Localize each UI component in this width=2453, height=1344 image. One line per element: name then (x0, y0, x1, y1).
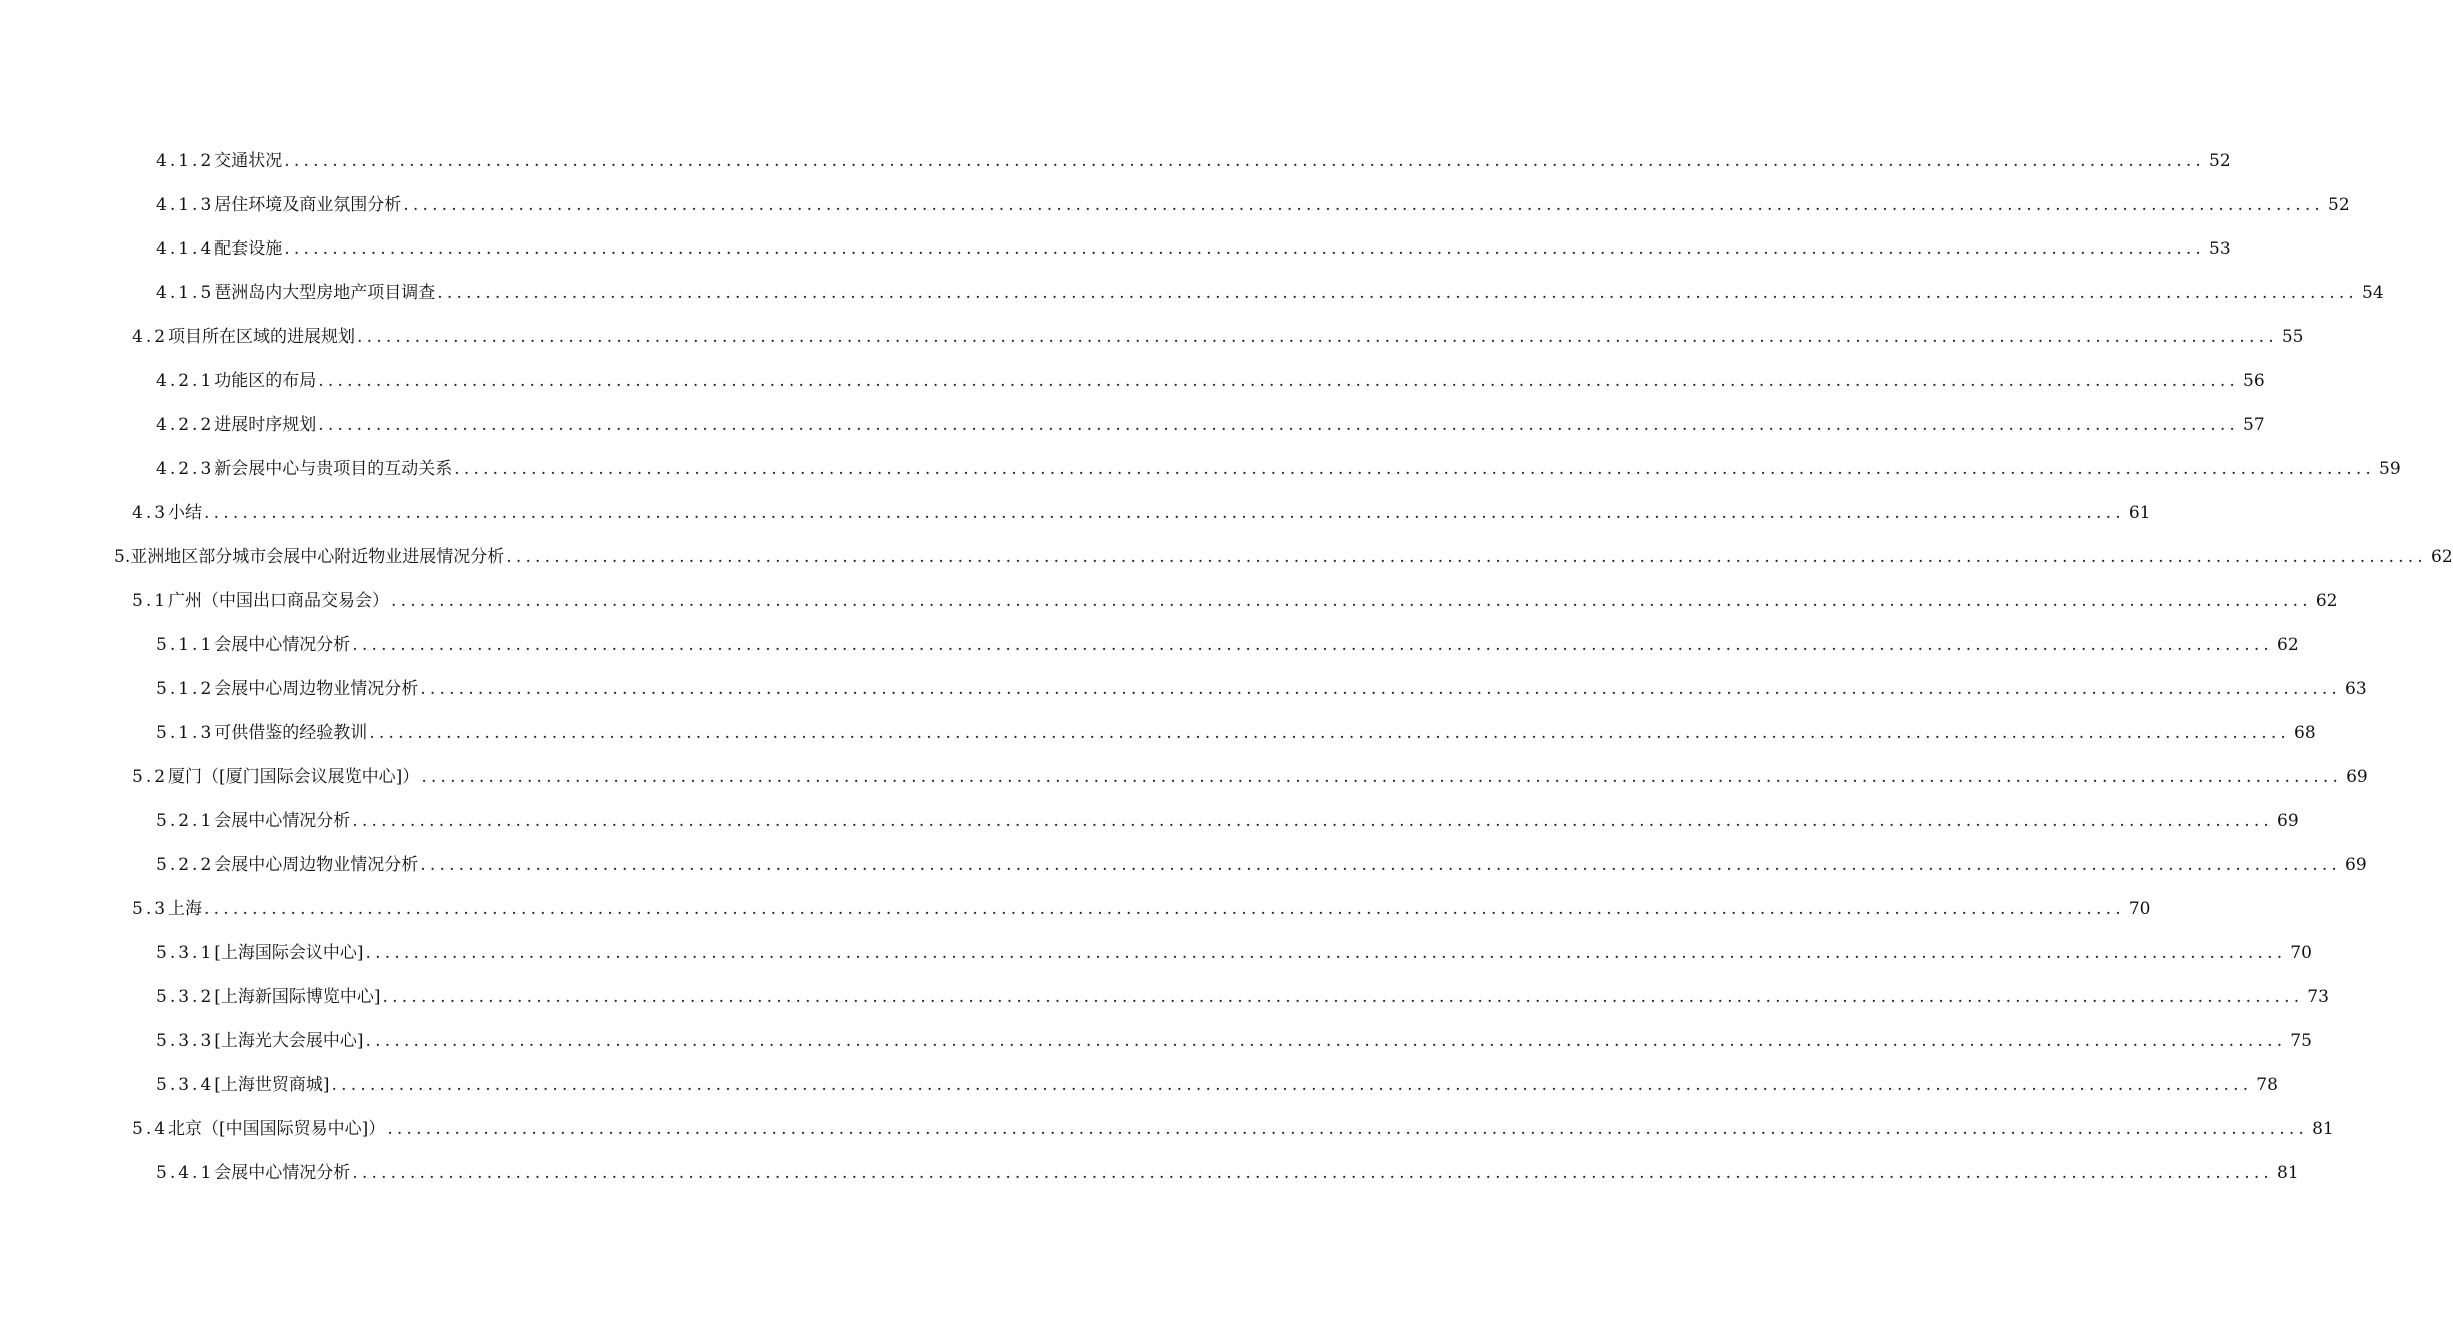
toc-entry-number: 5.2 (132, 767, 169, 787)
toc-entry-page-number: 52 (2209, 151, 2231, 171)
toc-dot-leader: ........................................................................................................................................................................................................ (204, 503, 2125, 523)
toc-entry-number: 4.2.2 (156, 415, 215, 435)
toc-entry-number: 5.3.3 (156, 1031, 215, 1051)
toc-entry-page-number: 56 (2243, 371, 2265, 391)
toc-entry-title: 可供借鉴的经验教训 (214, 723, 368, 743)
toc-entry-title: [上海国际会议中心] (214, 943, 364, 963)
toc-entry-number: 5.3.2 (156, 987, 215, 1007)
toc-entry-title: 会展中心情况分析 (214, 635, 351, 655)
toc-entry[interactable] (156, 406, 2265, 436)
toc-entry-number: 4.3 (132, 503, 169, 523)
toc-entry[interactable] (156, 934, 2312, 964)
toc-entry-number: 5.4 (132, 1119, 169, 1139)
toc-entry-number: 5.1.3 (156, 723, 215, 743)
toc-dot-leader: ........................................................................................................................................................................................................ (284, 239, 2206, 259)
toc-dot-leader: ........................................................................................................................................................................................................ (403, 195, 2325, 215)
toc-entry-page-number: 70 (2128, 899, 2151, 919)
toc-entry-number: 4.2.1 (156, 371, 215, 391)
toc-dot-leader: ........................................................................................................................................................................................................ (454, 459, 2376, 479)
toc-dot-leader: ........................................................................................................................................................................................................ (437, 283, 2359, 303)
toc-dot-leader: ........................................................................................................................................................................................................ (420, 855, 2342, 875)
toc-entry-title: 项目所在区域的进展规划 (168, 327, 356, 347)
toc-entry-title: 居住环境及商业氛围分析 (214, 195, 402, 215)
toc-entry-title: 功能区的布局 (214, 371, 317, 391)
toc-dot-leader: ........................................................................................................................................................................................................ (318, 415, 2240, 435)
toc-entry-page-number: 59 (2379, 459, 2401, 479)
toc-dot-leader: ........................................................................................................................................................................................................ (204, 899, 2125, 919)
toc-dot-leader: ........................................................................................................................................................................................................ (391, 591, 2312, 611)
toc-entry-page-number: 53 (2209, 239, 2231, 259)
toc-dot-leader: ........................................................................................................................................................................................................ (352, 811, 2274, 831)
toc-entry-number: 5.2.1 (156, 811, 215, 831)
toc-dot-leader: ........................................................................................................................................................................................................ (318, 371, 2240, 391)
toc-entry-number: 5.3.4 (156, 1075, 215, 1095)
toc-entry[interactable] (132, 1110, 2334, 1140)
toc-entry-page-number: 52 (2328, 195, 2350, 215)
toc-dot-leader: ........................................................................................................................................................................................................ (365, 1031, 2287, 1051)
toc-entry-number: 5.3 (132, 899, 169, 919)
toc-entry-title: 琶洲岛内大型房地产项目调查 (214, 283, 436, 303)
toc-entry-title: 会展中心周边物业情况分析 (214, 679, 419, 699)
toc-entry-title: 新会展中心与贵项目的互动关系 (214, 459, 453, 479)
toc-entry-page-number: 61 (2128, 503, 2151, 523)
toc-entry-number: 5.1 (132, 591, 169, 611)
toc-entry-page-number: 62 (2431, 547, 2453, 567)
toc-dot-leader: ........................................................................................................................................................................................................ (284, 151, 2206, 171)
toc-entry-title: 交通状况 (214, 151, 283, 171)
toc-entry[interactable] (156, 626, 2299, 656)
toc-entry-title: [上海新国际博览中心] (214, 987, 381, 1007)
toc-entry-number: 5. (114, 547, 131, 567)
toc-entry-page-number: 55 (2281, 327, 2304, 347)
toc-entry[interactable] (132, 494, 2151, 524)
toc-entry[interactable] (132, 890, 2151, 920)
toc-dot-leader: ........................................................................................................................................................................................................ (331, 1075, 2253, 1095)
toc-entry-title: [上海世贸商城] (214, 1075, 330, 1095)
toc-entry-title: 会展中心情况分析 (214, 1163, 351, 1183)
toc-entry-number: 4.1.3 (156, 195, 215, 215)
toc-entry[interactable] (156, 450, 2401, 480)
toc-entry[interactable] (114, 538, 2453, 568)
toc-entry-title: 亚洲地区部分城市会展中心附近物业进展情况分析 (130, 547, 505, 567)
toc-entry-page-number: 81 (2312, 1119, 2334, 1139)
toc-entry-title: 会展中心周边物业情况分析 (214, 855, 419, 875)
toc-entry-page-number: 63 (2345, 679, 2367, 699)
toc-entry-page-number: 69 (2277, 811, 2299, 831)
toc-entry[interactable] (156, 802, 2299, 832)
toc-entry-page-number: 75 (2290, 1031, 2312, 1051)
toc-entry-number: 4.2 (132, 327, 169, 347)
toc-entry-number: 5.1.1 (156, 635, 215, 655)
toc-dot-leader: ........................................................................................................................................................................................................ (352, 1163, 2274, 1183)
toc-dot-leader: ........................................................................................................................................................................................................ (369, 723, 2291, 743)
toc-entry-title: [上海光大会展中心] (214, 1031, 364, 1051)
toc-entry[interactable] (156, 362, 2265, 392)
toc-entry-number: 4.2.3 (156, 459, 215, 479)
toc-entry-title: 会展中心情况分析 (214, 811, 351, 831)
toc-entry-title: 小结 (168, 503, 203, 523)
toc-entry-page-number: 81 (2277, 1163, 2299, 1183)
toc-entry[interactable] (132, 758, 2368, 788)
toc-entry-number: 4.1.5 (156, 283, 215, 303)
toc-entry-number: 5.1.2 (156, 679, 215, 699)
toc-entry-title: 北京（[中国国际贸易中心]） (168, 1119, 386, 1139)
toc-entry[interactable] (132, 582, 2338, 612)
toc-entry[interactable] (156, 846, 2367, 876)
toc-entry-page-number: 62 (2315, 591, 2338, 611)
toc-entry-page-number: 78 (2256, 1075, 2278, 1095)
toc-entry-number: 5.3.1 (156, 943, 215, 963)
toc-entry-number: 4.1.4 (156, 239, 215, 259)
toc-dot-leader: ........................................................................................................................................................................................................ (357, 327, 2278, 347)
toc-entry-page-number: 57 (2243, 415, 2265, 435)
toc-entry[interactable] (156, 142, 2231, 172)
toc-entry[interactable] (156, 1022, 2312, 1052)
toc-entry-number: 5.2.2 (156, 855, 215, 875)
toc-dot-leader: ........................................................................................................................................................................................................ (365, 943, 2287, 963)
toc-entry[interactable] (156, 670, 2367, 700)
toc-entry[interactable] (156, 1066, 2278, 1096)
toc-entry-page-number: 68 (2294, 723, 2316, 743)
toc-dot-leader: ........................................................................................................................................................................................................ (420, 679, 2342, 699)
toc-dot-leader: ........................................................................................................................................................................................................ (352, 635, 2274, 655)
toc-dot-leader: ........................................................................................................................................................................................................ (506, 547, 2427, 567)
toc-entry-page-number: 69 (2345, 855, 2367, 875)
toc-entry-title: 厦门（[厦门国际会议展览中心]） (168, 767, 420, 787)
toc-entry[interactable] (156, 978, 2329, 1008)
toc-entry-title: 进展时序规划 (214, 415, 317, 435)
toc-entry-number: 4.1.2 (156, 151, 215, 171)
toc-entry-page-number: 70 (2290, 943, 2312, 963)
toc-entry-number: 5.4.1 (156, 1163, 215, 1183)
toc-entry-page-number: 69 (2346, 767, 2368, 787)
toc-entry-title: 上海 (168, 899, 203, 919)
toc-entry[interactable] (132, 318, 2304, 348)
toc-entry-page-number: 73 (2307, 987, 2329, 1007)
toc-dot-leader: ........................................................................................................................................................................................................ (382, 987, 2304, 1007)
toc-entry[interactable] (156, 274, 2384, 304)
toc-dot-leader: ........................................................................................................................................................................................................ (421, 767, 2343, 787)
toc-entry-page-number: 54 (2362, 283, 2384, 303)
toc-entry-title: 配套设施 (214, 239, 283, 259)
toc-entry-page-number: 62 (2277, 635, 2299, 655)
toc-entry[interactable] (156, 186, 2350, 216)
toc-dot-leader: ........................................................................................................................................................................................................ (387, 1119, 2309, 1139)
toc-entry-title: 广州（中国出口商品交易会） (168, 591, 390, 611)
toc-entry[interactable] (156, 714, 2316, 744)
toc-entry[interactable] (156, 1154, 2299, 1184)
toc-entry[interactable] (156, 230, 2231, 260)
